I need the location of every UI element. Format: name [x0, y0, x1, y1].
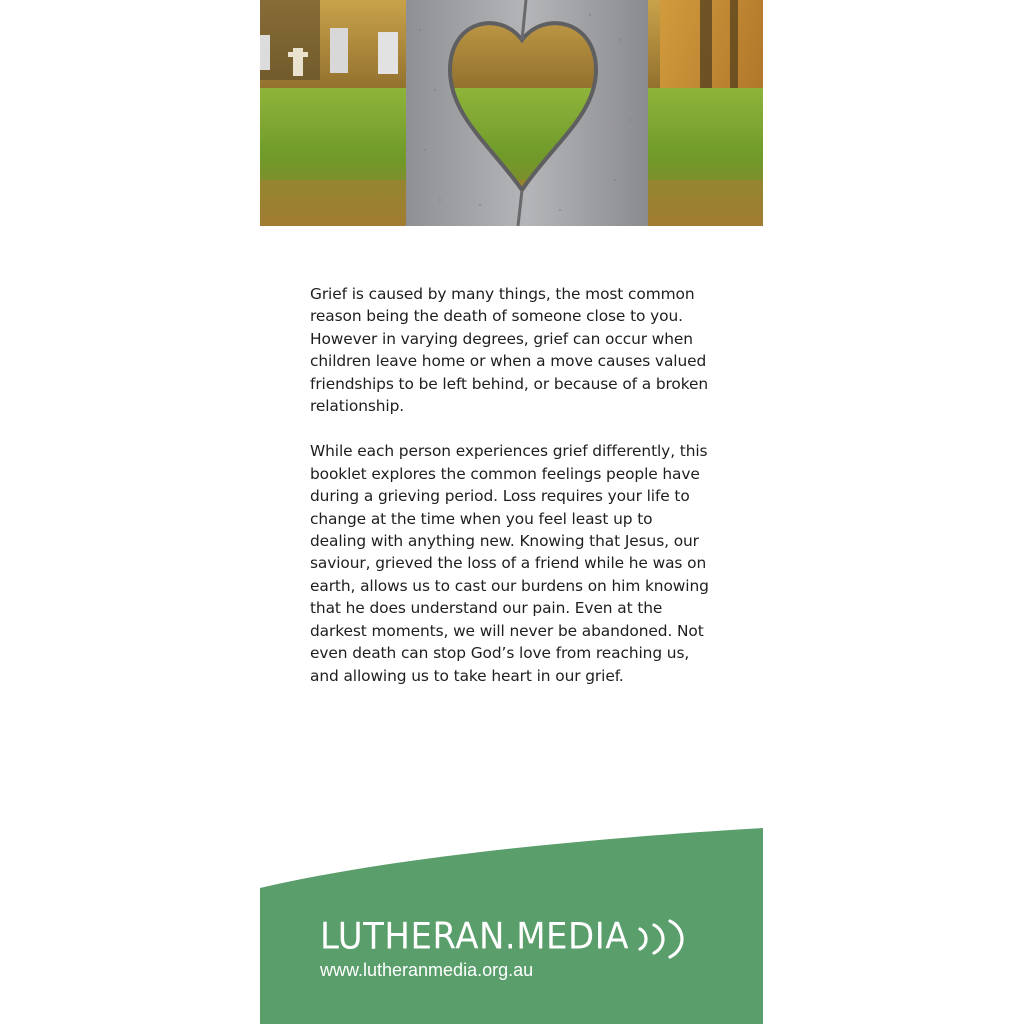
brand-logo-text: LUTHERAN.MEDIA: [320, 915, 629, 959]
sound-waves-icon: [636, 919, 692, 959]
booklet-panel: [260, 0, 763, 1024]
footer-banner: [260, 820, 763, 1024]
paragraph-grieving-period: While each person experiences grief differently, this booklet explores the common feelings people have during a grieving period. Loss requires your life to change at the time when you feel least up to dealing with anything new. Knowing that Jesus, our saviour, grieved the loss of a friend while he was on earth, allows us to cast our burdens on him knowing that he does understand our pain. Even at the darkest moments, we will never be abandoned. Not even death can stop God’s love from reaching us, and allowing us to take heart in our grief.: [310, 442, 709, 685]
paragraph-grief-causes: Grief is caused by many things, the most common reason being the death of someone close to you. However in varying degrees, grief can occur when children leave home or when a move causes valued friendships to be left behind, or because of a broken relationship.: [310, 285, 709, 416]
cemetery-heart-headstone-image: [260, 0, 763, 226]
website-url: www.lutheranmedia.org.au: [320, 960, 534, 980]
body-text: [310, 283, 710, 710]
